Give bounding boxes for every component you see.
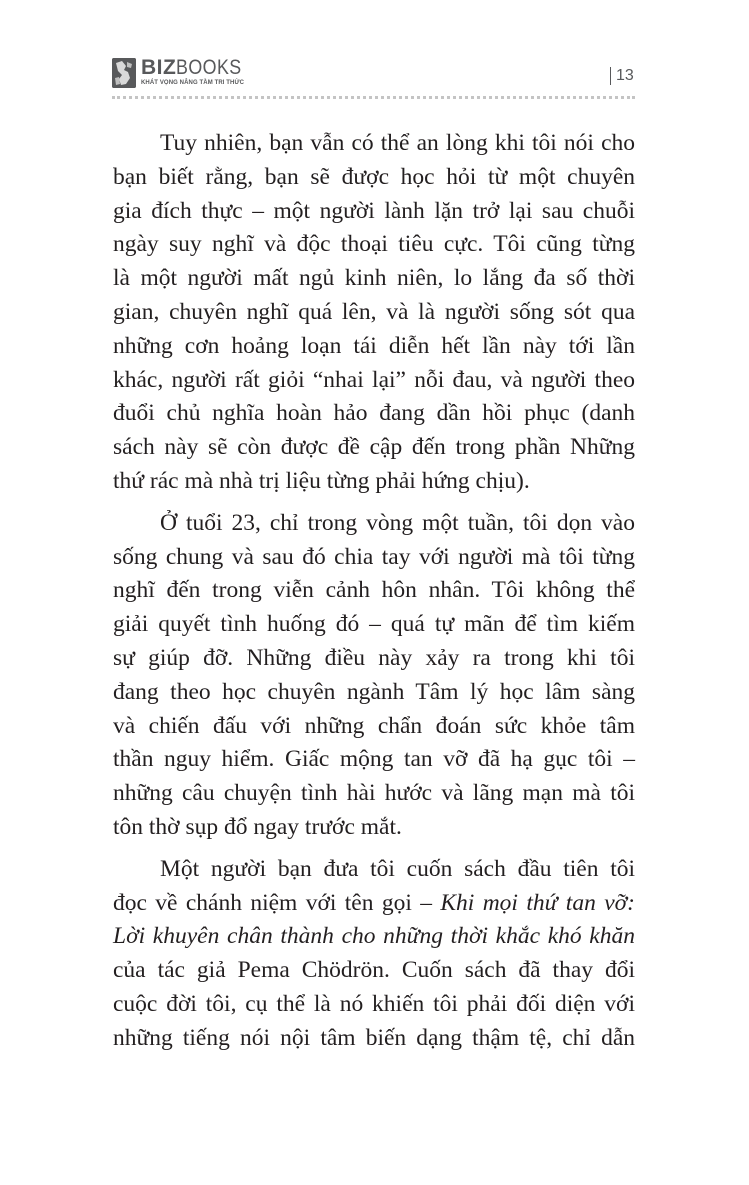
text-line: những cơn hoảng loạn tái diễn hết lần này tới lần [113,332,635,359]
text-line: đuổi chủ nghĩa hoàn hảo đang dần hồi phục (danh [113,400,635,427]
text-line: thứ rác mà nhà trị liệu từng phải hứng chịu). [113,467,530,494]
text-line: và chiến đấu với những chẩn đoán sức khỏe tâm [113,712,635,739]
text-segment: đọc về chánh niệm với tên gọi – [113,889,441,916]
paragraph-2 [113,507,635,845]
text-line: của tác giả Pema Chödrön. Cuốn sách đã thay đổi [113,957,635,984]
text-line: giải quyết tình huống đó – quá tự mãn để tìm kiếm [113,611,635,638]
body-text [113,127,635,1064]
bizbooks-logo [112,58,254,92]
book-title-italic: Khi mọi thứ tan vỡ: [440,889,635,916]
text-line: những câu chuyện tình hài hước và lãng mạn mà tôi [113,780,635,807]
text-line: gian, chuyên nghĩ quá lên, và là người sống sót qua [113,298,635,325]
text-line: đang theo học chuyên ngành Tâm lý học lâm sàng [113,678,635,705]
book-subtitle-italic: Lời khuyên chân thành cho những thời khắc khó khăn [113,923,635,950]
text-line [113,887,635,921]
logo-wordmark [141,58,254,78]
text-line: bạn biết rằng, bạn sẽ được học hỏi từ một chuyên [113,163,635,190]
text-line: gia đích thực – một người lành lặn trở lại sau chuỗi [113,197,635,224]
page-number-divider [610,67,611,85]
page-number: 13 [616,67,634,84]
text-line: là một người mất ngủ kinh niên, lo lắng đa số thời [113,265,635,292]
page-header [0,0,749,110]
text-line: sự giúp đỡ. Những điều này xảy ra trong khi tôi [113,644,635,671]
paragraph-1 [113,127,635,499]
text-line [113,920,635,954]
text-line: ngày suy nghĩ và độc thoại tiêu cực. Tôi cũng từng [113,231,635,258]
paragraph-3 [113,853,635,1056]
text-line: những tiếng nói nội tâm biến dạng thậm tệ, chỉ dẫn [113,1024,635,1051]
logo-emblem-icon [112,58,136,88]
text-line: nghĩ đến trong viễn cảnh hôn nhân. Tôi không thể [113,577,635,604]
text-line: khác, người rất giỏi “nhai lại” nỗi đau, và người theo [113,366,635,393]
header-dotted-rule [112,96,635,99]
text-line: thần nguy hiểm. Giấc mộng tan vỡ đã hạ gục tôi – [113,746,635,773]
text-line: tôn thờ sụp đổ ngay trước mắt. [113,813,402,840]
text-line: Một người bạn đưa tôi cuốn sách đầu tiên tôi [160,855,635,882]
logo-tagline: KHÁT VỌNG NÂNG TẦM TRI THỨC [141,80,245,86]
text-line: Ở tuổi 23, chỉ trong vòng một tuần, tôi dọn vào [160,509,635,536]
logo-wordmark-books: BOOKS [176,56,242,79]
logo-text [141,58,254,87]
text-line: cuộc đời tôi, cụ thể là nó khiến tôi phải đối diện với [113,990,635,1017]
text-line: sống chung và sau đó chia tay với người mà tôi từng [113,543,635,570]
text-line: Tuy nhiên, bạn vẫn có thể an lòng khi tôi nói cho [160,130,635,156]
text-line: sách này sẽ còn được đề cập đến trong phần Những [113,434,635,461]
logo-wordmark-biz: BIZ [141,56,177,79]
